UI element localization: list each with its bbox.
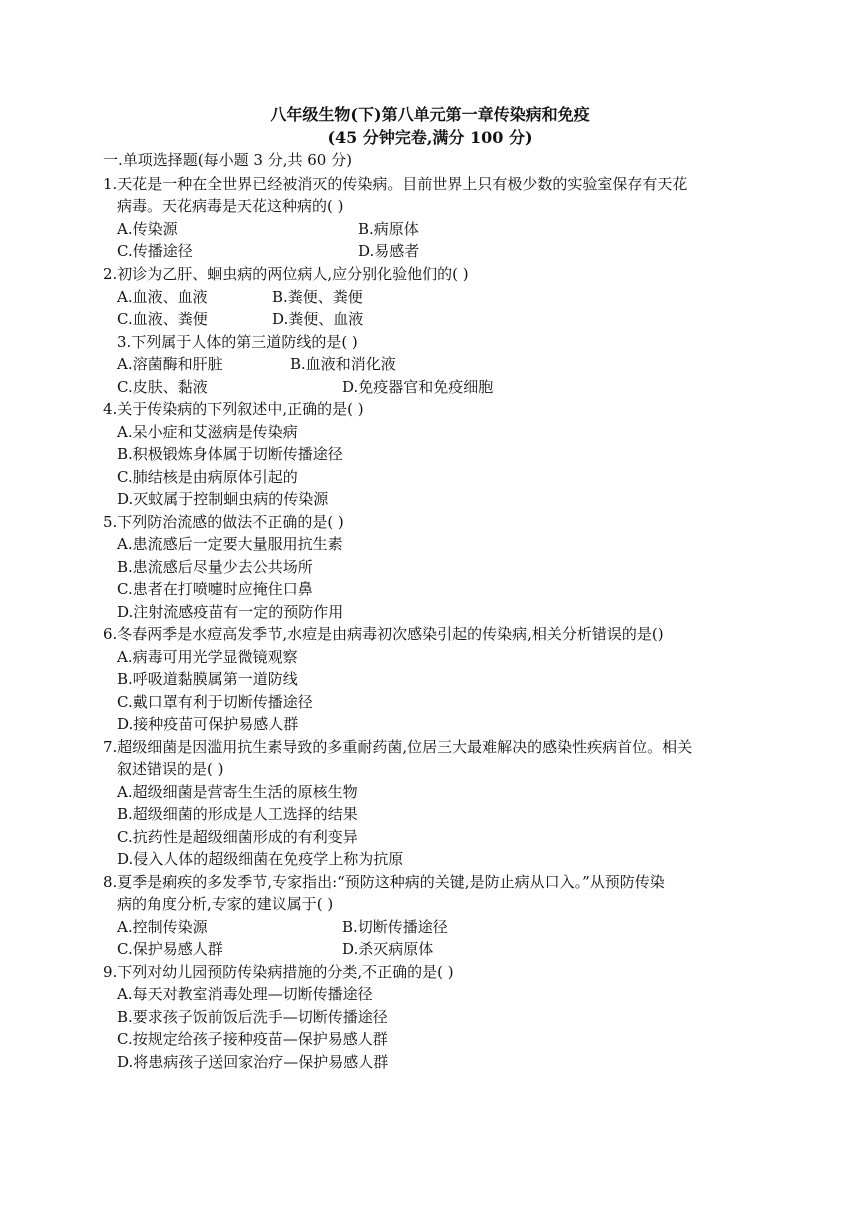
question-5-option-c: C.患者在打喷嚏时应掩住口鼻 xyxy=(117,580,313,598)
question-7-stem-cont: 叙述错误的是( ) xyxy=(117,760,224,778)
question-8-stem: 8.夏季是痢疾的多发季节,专家指出:“预防这种病的关键,是防止病从口入。”从预防传染 xyxy=(103,873,665,891)
question-8-option-b: B.切断传播途径 xyxy=(342,918,448,936)
question-1-stem-cont: 病毒。天花病毒是天花这种病的( ) xyxy=(117,197,344,215)
question-3-option-b: B.血液和消化液 xyxy=(290,355,396,373)
question-2-option-b: B.粪便、粪便 xyxy=(272,288,363,306)
question-5-stem: 5.下列防治流感的做法不正确的是( ) xyxy=(103,513,344,531)
question-7-option-a: A.超级细菌是营寄生生活的原核生物 xyxy=(117,783,358,801)
question-4-option-d: D.灭蚊属于控制蛔虫病的传染源 xyxy=(117,490,329,508)
question-4-option-a: A.呆小症和艾滋病是传染病 xyxy=(117,423,298,441)
question-6-option-a: A.病毒可用光学显微镜观察 xyxy=(117,648,298,666)
question-2-option-d: D.粪便、血液 xyxy=(272,310,364,328)
question-9-option-c: C.按规定给孩子接种疫苗—保护易感人群 xyxy=(117,1030,388,1048)
question-2-option-a: A.血液、血液 xyxy=(117,288,208,306)
section-heading: 一.单项选择题(每小题 3 分,共 60 分) xyxy=(103,151,352,169)
question-8-option-c: C.保护易感人群 xyxy=(117,940,223,958)
question-6-option-d: D.接种疫苗可保护易感人群 xyxy=(117,715,299,733)
question-8-stem-cont: 病的角度分析,专家的建议属于( ) xyxy=(117,895,334,913)
question-9-option-b: B.要求孩子饭前饭后洗手—切断传播途径 xyxy=(117,1008,388,1026)
question-2-option-c: C.血液、粪便 xyxy=(117,310,208,328)
question-5-option-d: D.注射流感疫苗有一定的预防作用 xyxy=(117,603,344,621)
question-9-option-a: A.每天对教室消毒处理—切断传播途径 xyxy=(117,985,373,1003)
question-8-option-a: A.控制传染源 xyxy=(117,918,208,936)
question-5-option-b: B.患流感后尽量少去公共场所 xyxy=(117,558,313,576)
question-7-option-c: C.抗药性是超级细菌形成的有利变异 xyxy=(117,828,358,846)
question-1-option-c: C.传播途径 xyxy=(117,242,193,260)
question-9-option-d: D.将患病孩子送回家治疗—保护易感人群 xyxy=(117,1053,389,1071)
question-6-stem: 6.冬春两季是水痘高发季节,水痘是由病毒初次感染引起的传染病,相关分析错误的是() xyxy=(103,625,664,643)
question-7-option-b: B.超级细菌的形成是人工选择的结果 xyxy=(117,805,358,823)
question-3-option-a: A.溶菌酶和肝脏 xyxy=(117,355,223,373)
question-1-option-b: B.病原体 xyxy=(358,220,419,238)
question-7-stem: 7.超级细菌是因滥用抗生素导致的多重耐药菌,位居三大最难解决的感染性疾病首位。相关 xyxy=(103,738,693,756)
question-1-option-d: D.易感者 xyxy=(358,242,420,260)
question-3-stem: 3.下列属于人体的第三道防线的是( ) xyxy=(117,333,358,351)
question-9-stem: 9.下列对幼儿园预防传染病措施的分类,不正确的是( ) xyxy=(103,963,454,981)
question-1-option-a: A.传染源 xyxy=(117,220,178,238)
question-5-option-a: A.患流感后一定要大量服用抗生素 xyxy=(117,535,343,553)
question-1-stem: 1.天花是一种在全世界已经被消灭的传染病。目前世界上只有极少数的实验室保存有天花 xyxy=(103,175,688,193)
question-8-option-d: D.杀灭病原体 xyxy=(342,940,434,958)
question-4-stem: 4.关于传染病的下列叙述中,正确的是( ) xyxy=(103,400,364,418)
question-3-option-d: D.免疫器官和免疫细胞 xyxy=(342,378,494,396)
question-6-option-c: C.戴口罩有利于切断传播途径 xyxy=(117,693,313,711)
question-3-option-c: C.皮肤、黏液 xyxy=(117,378,208,396)
document-title: 八年级生物(下)第八单元第一章传染病和免疫 xyxy=(270,105,590,124)
document-subtitle: (45 分钟完卷,满分 100 分) xyxy=(327,128,533,147)
question-4-option-c: C.肺结核是由病原体引起的 xyxy=(117,468,298,486)
question-7-option-d: D.侵入人体的超级细菌在免疫学上称为抗原 xyxy=(117,850,404,868)
question-4-option-b: B.积极锻炼身体属于切断传播途径 xyxy=(117,445,343,463)
question-2-stem: 2.初诊为乙肝、蛔虫病的两位病人,应分别化验他们的( ) xyxy=(103,265,469,283)
question-6-option-b: B.呼吸道黏膜属第一道防线 xyxy=(117,670,298,688)
